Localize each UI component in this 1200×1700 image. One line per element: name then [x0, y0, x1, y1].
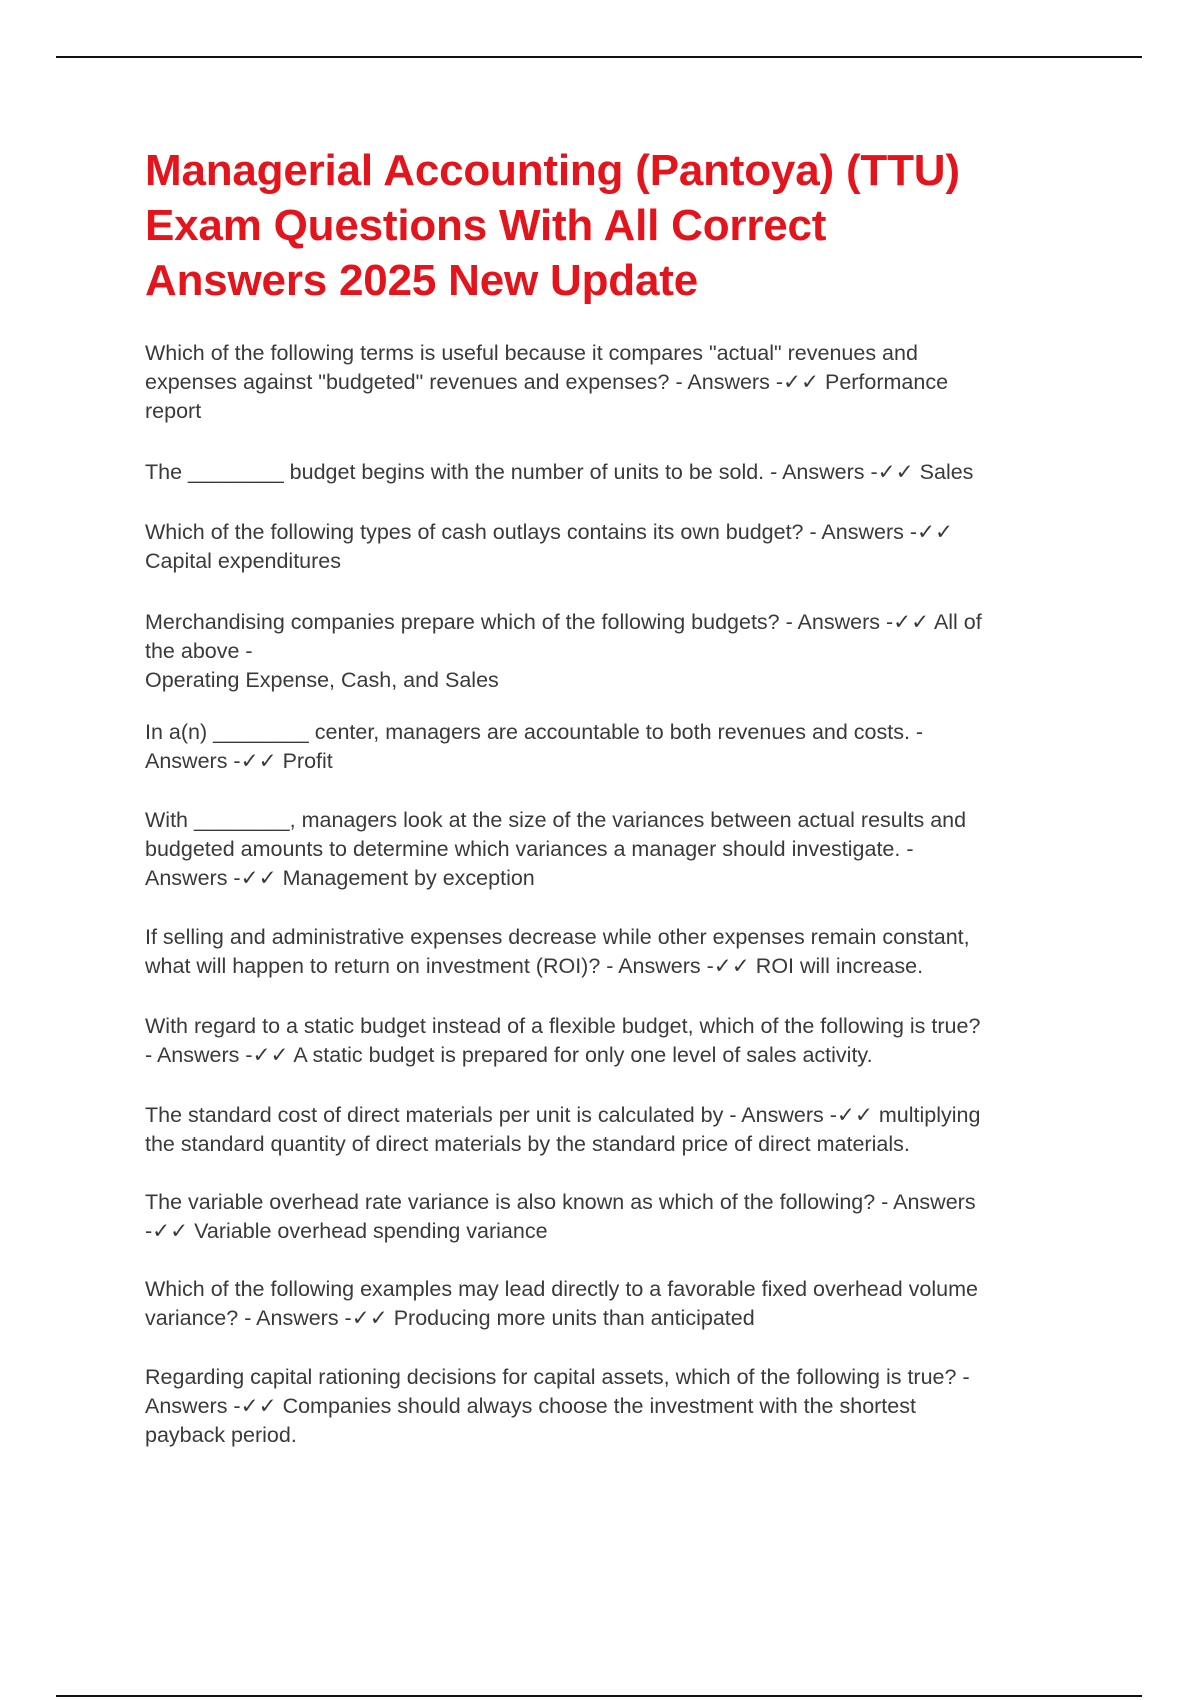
qa-line: The variable overhead rate variance is also known as which of the following? - Answers [145, 1190, 976, 1214]
question-answer-item [145, 458, 973, 487]
qa-line: Regarding capital rationing decisions for capital assets, which of the following is true? - [145, 1365, 970, 1389]
qa-line: Merchandising companies prepare which of the following budgets? - Answers -✓✓ All of [145, 610, 982, 634]
qa-line: what will happen to return on investment (ROI)? - Answers -✓✓ ROI will increase. [145, 954, 924, 978]
qa-line: If selling and administrative expenses decrease while other expenses remain constant, [145, 925, 970, 949]
qa-line: payback period. [145, 1423, 297, 1447]
question-answer-item [145, 339, 948, 426]
question-answer-item [145, 923, 970, 981]
qa-line: The ________ budget begins with the number of units to be sold. - Answers -✓✓ Sales [145, 460, 974, 484]
qa-line: Which of the following terms is useful because it compares "actual" revenues and [145, 341, 918, 365]
footer-rule [56, 1695, 1142, 1697]
question-answer-item [145, 1101, 980, 1159]
question-answer-item [145, 1275, 978, 1333]
qa-line: the above - [145, 639, 253, 663]
qa-line: Answers -✓✓ Profit [145, 749, 333, 773]
question-answer-item [145, 1363, 970, 1450]
question-answer-item [145, 1188, 976, 1246]
document-title [145, 143, 960, 308]
title-line: Exam Questions With All Correct [145, 201, 827, 250]
qa-line: The standard cost of direct materials per unit is calculated by - Answers -✓✓ multiplying [145, 1103, 981, 1127]
qa-line: report [145, 399, 202, 423]
question-answer-item [145, 1012, 980, 1070]
qa-line: budgeted amounts to determine which variances a manager should investigate. - [145, 837, 914, 861]
qa-line: Answers -✓✓ Management by exception [145, 866, 535, 890]
question-answer-item [145, 608, 982, 695]
qa-line: Which of the following examples may lead directly to a favorable fixed overhead volume [145, 1277, 978, 1301]
question-answer-item [145, 806, 966, 893]
title-line: Answers 2025 New Update [145, 256, 698, 305]
qa-line: Operating Expense, Cash, and Sales [145, 668, 499, 692]
qa-line: - Answers -✓✓ A static budget is prepared for only one level of sales activity. [145, 1043, 873, 1067]
qa-line: variance? - Answers -✓✓ Producing more units than anticipated [145, 1306, 755, 1330]
qa-line: -✓✓ Variable overhead spending variance [145, 1219, 548, 1243]
qa-line: expenses against "budgeted" revenues and expenses? - Answers -✓✓ Performance [145, 370, 949, 394]
qa-line: Answers -✓✓ Companies should always choose the investment with the shortest [145, 1394, 916, 1418]
qa-line: Capital expenditures [145, 549, 342, 573]
question-answer-item [145, 718, 923, 776]
title-line: Managerial Accounting (Pantoya) (TTU) [145, 146, 960, 195]
qa-line: Which of the following types of cash outlays contains its own budget? - Answers -✓✓ [145, 520, 954, 544]
qa-line: With regard to a static budget instead of a flexible budget, which of the following is true? [145, 1014, 981, 1038]
qa-line: the standard quantity of direct materials by the standard price of direct materials. [145, 1132, 910, 1156]
question-answer-item [145, 518, 953, 576]
header-rule [56, 56, 1142, 58]
qa-line: With ________, managers look at the size of the variances between actual results and [145, 808, 967, 832]
qa-line: In a(n) ________ center, managers are accountable to both revenues and costs. - [145, 720, 924, 744]
